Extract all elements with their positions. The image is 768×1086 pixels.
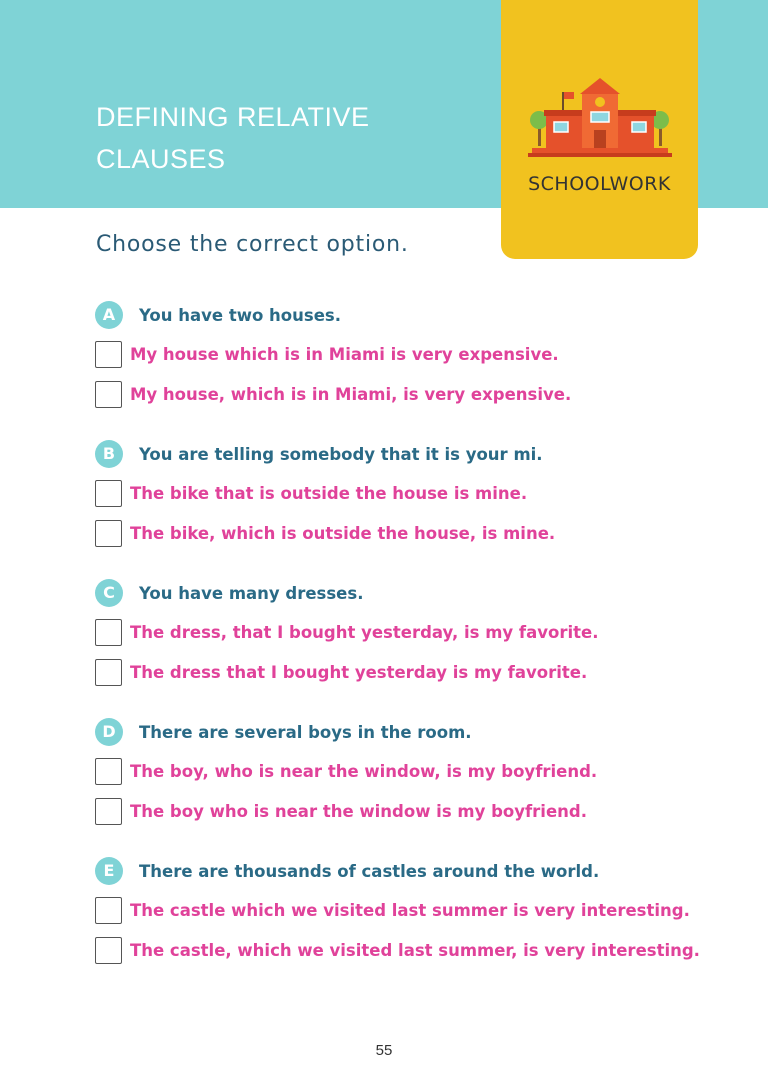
option-text: The dress that I bought yesterday is my favorite. [130,662,588,682]
option-row [95,894,690,926]
answer-checkbox[interactable] [95,341,122,368]
answer-checkbox[interactable] [95,758,122,785]
exercise-c [95,578,735,703]
letter-badge: E [95,857,123,885]
answer-checkbox[interactable] [95,480,122,507]
question-row [95,578,363,608]
answer-checkbox[interactable] [95,659,122,686]
question-text: You have many dresses. [139,583,364,603]
question-row [95,856,599,886]
question-row [95,300,341,330]
tab-label: SCHOOLWORK [528,173,671,195]
exercise-b [95,439,735,564]
question-text: You are telling somebody that it is your mi. [139,444,543,464]
option-text: The boy who is near the window is my boyfriend. [130,801,587,821]
answer-checkbox[interactable] [95,619,122,646]
answer-checkbox[interactable] [95,937,122,964]
question-row [95,439,543,469]
option-text: My house which is in Miami is very expensive. [130,344,559,364]
option-text: The castle which we visited last summer is very interesting. [130,900,690,920]
option-text: The bike that is outside the house is mine. [130,483,528,503]
option-text: My house, which is in Miami, is very expensive. [130,384,572,404]
title-line-1: DEFINING RELATIVE [96,102,370,132]
answer-checkbox[interactable] [95,897,122,924]
answer-checkbox[interactable] [95,798,122,825]
option-row [95,517,555,549]
option-row [95,477,527,509]
option-text: The dress, that I bought yesterday, is my favorite. [130,622,599,642]
school-building-icon [528,72,672,162]
option-row [95,616,598,648]
page-number: 55 [375,1042,393,1059]
option-row [95,338,559,370]
answer-checkbox[interactable] [95,381,122,408]
exercise-e [95,856,735,981]
letter-badge: A [95,301,123,329]
letter-badge: B [95,440,123,468]
question-row [95,717,472,747]
exercise-d [95,717,735,842]
option-row [95,656,587,688]
option-row [95,934,700,966]
instruction: Choose the correct option. [96,232,409,257]
option-row [95,795,587,827]
letter-badge: C [95,579,123,607]
option-text: The bike, which is outside the house, is mine. [130,523,556,543]
question-text: You have two houses. [139,305,341,325]
letter-badge: D [95,718,123,746]
option-row [95,755,597,787]
option-text: The boy, who is near the window, is my boyfriend. [130,761,598,781]
option-text: The castle, which we visited last summer, is very interesting. [130,940,700,960]
exercise-a [95,300,735,425]
page-title [96,96,456,180]
question-text: There are thousands of castles around the world. [139,861,600,881]
question-text: There are several boys in the room. [139,722,472,742]
title-line-2: CLAUSES [96,144,226,174]
option-row [95,378,571,410]
schoolwork-tab [501,0,698,259]
answer-checkbox[interactable] [95,520,122,547]
